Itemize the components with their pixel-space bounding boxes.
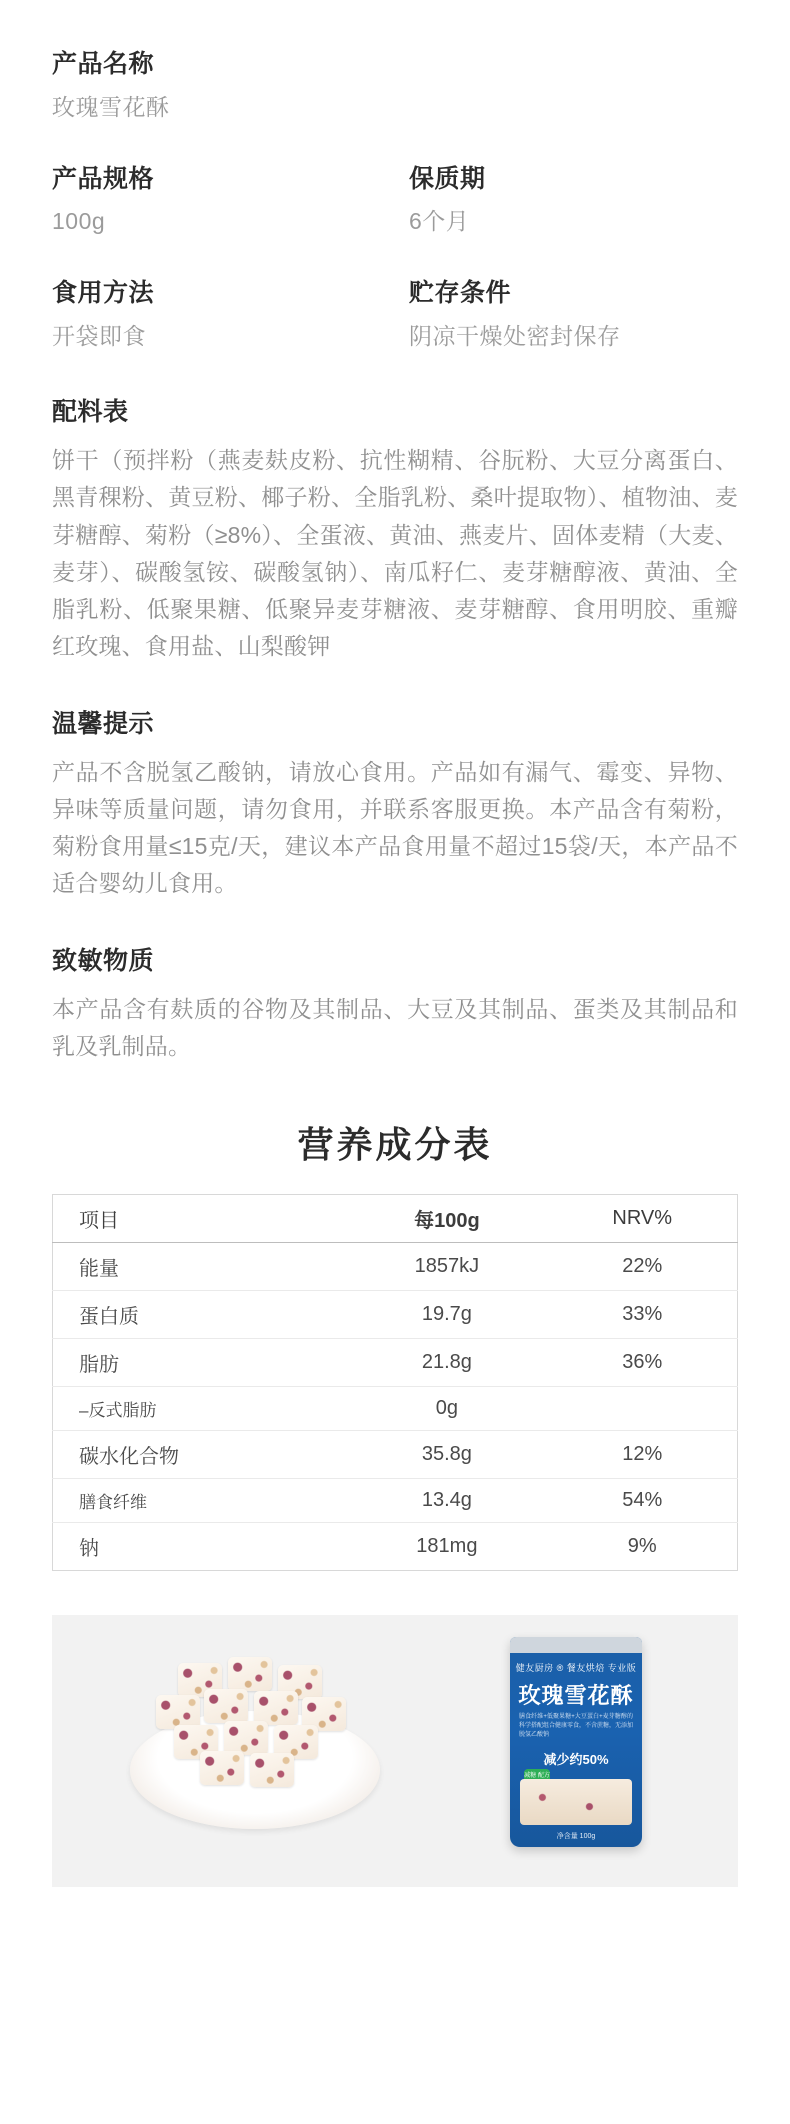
cell-per100g: 181mg (416, 1535, 478, 1558)
cell-nrv: 22% (547, 1243, 737, 1291)
section-body-ingredients: 饼干（预拌粉（燕麦麸皮粉、抗性糊精、谷朊粉、大豆分离蛋白、黑青稞粉、黄豆粉、椰子粉、全脂乳粉、桑叶提取物）、植物油、麦芽糖醇、菊粉（≥8%）、全蛋液、黄油、燕麦片、固体麦精（大麦、麦芽）、碳酸氢铵、碳酸氢钠）、南瓜籽仁、麦芽糖醇液、黄油、全脂乳粉、低聚果糖、低聚异麦芽糖液、麦芽糖醇、食用明胶、重瓣红玫瑰、食用盐、山梨酸钾 (52, 447, 738, 660)
cell-item: 脂肪 (53, 1339, 347, 1387)
cell-nrv: 12% (547, 1431, 737, 1479)
bag-claim-text: 减少约50% (543, 1752, 609, 1768)
table-row (53, 1523, 738, 1571)
table-row (53, 1431, 738, 1479)
field-row-spec-shelflife (52, 163, 738, 238)
nutrition-table-head (53, 1195, 738, 1243)
table-row (53, 1339, 738, 1387)
table-row (53, 1243, 738, 1291)
field-value-spec: 100g (52, 208, 106, 235)
field-label-usage: 食用方法 (52, 279, 155, 308)
field-shelf-life (395, 163, 738, 238)
section-title-ingredients: 配料表 (52, 398, 129, 427)
section-body-notice: 产品不含脱氢乙酸钠，请放心食用。产品如有漏气、霉变、异物、异味等质量问题，请勿食用，并联系客服更换。本产品含有菊粉，菊粉食用量≤15克/天，建议本产品食用量不超过15袋/天，本产品不适合婴幼儿食用。 (52, 758, 738, 897)
nougat-cubes-illustration (144, 1653, 366, 1783)
section-allergens (52, 941, 738, 1066)
section-title-allergens: 致敏物质 (52, 946, 155, 975)
section-ingredients (52, 392, 738, 666)
table-row (53, 1479, 738, 1523)
bag-window-illustration (520, 1779, 632, 1825)
field-value-product-name: 玫瑰雪花酥 (52, 93, 170, 120)
field-usage (52, 277, 395, 352)
cell-nrv: 9% (627, 1535, 657, 1558)
cell-per100g: 21.8g (346, 1339, 547, 1387)
bag-seal (510, 1637, 642, 1653)
cell-item: 钠 (79, 1538, 99, 1561)
cell-item: 碳水化合物 (53, 1431, 347, 1479)
cell-per100g: 13.4g (346, 1479, 547, 1523)
product-bag-illustration (510, 1637, 642, 1847)
nutrition-table-body (53, 1243, 738, 1571)
bag-brand-text: 健友厨房 ® 餐友烘焙 专业版 (515, 1663, 637, 1674)
cell-item: 能量 (53, 1243, 347, 1291)
bag-title-text: 玫瑰雪花酥 (518, 1683, 634, 1709)
table-header-row (53, 1195, 738, 1243)
nutrition-section (52, 1117, 738, 1571)
cell-per100g: 19.7g (346, 1291, 547, 1339)
cell-item: 膳食纤维 (53, 1479, 347, 1523)
cell-per100g: 0g (346, 1387, 547, 1431)
field-label-storage: 贮存条件 (409, 279, 512, 308)
bag-net-weight-text: 净含量 100g (556, 1833, 596, 1841)
nutrition-heading: 营养成分表 (297, 1124, 493, 1166)
section-notice (52, 704, 738, 903)
cell-nrv: 36% (547, 1339, 737, 1387)
table-row (53, 1291, 738, 1339)
product-photo-panel (52, 1615, 738, 1887)
cell-per100g: 35.8g (346, 1431, 547, 1479)
cell-item: 蛋白质 (53, 1291, 347, 1339)
field-value-storage: 阴凉干燥处密封保存 (409, 322, 621, 349)
cell-nrv: 33% (547, 1291, 737, 1339)
column-header-item: 项目 (53, 1195, 347, 1243)
column-header-per100g: 每100g (346, 1195, 547, 1243)
section-title-notice: 温馨提示 (52, 709, 155, 738)
field-label-shelf-life: 保质期 (409, 164, 486, 193)
reduced-sugar-badge-icon: 减糖 配方 (524, 1769, 550, 1797)
table-row (53, 1387, 738, 1431)
column-header-nrv: NRV% (547, 1195, 737, 1243)
cell-per100g: 1857kJ (346, 1243, 547, 1291)
cell-item: –反式脂肪 (53, 1387, 347, 1431)
nutrition-table (52, 1194, 738, 1571)
field-value-usage: 开袋即食 (52, 322, 146, 349)
field-value-shelf-life: 6个月 (409, 208, 470, 235)
field-storage (395, 277, 738, 352)
cell-nrv (547, 1387, 737, 1431)
bag-description-text: 膳食纤维+低聚果糖+大豆蛋白+麦芽糖醇的科学搭配组合健康零食，不含蔗糖，无添加脱氢乙酸钠 (519, 1714, 634, 1739)
field-spec (52, 163, 395, 238)
section-body-allergens: 本产品含有麸质的谷物及其制品、大豆及其制品、蛋类及其制品和乳及乳制品。 (52, 995, 738, 1059)
cell-nrv: 54% (547, 1479, 737, 1523)
field-label-spec: 产品规格 (52, 164, 155, 193)
field-label-product-name: 产品名称 (52, 50, 155, 78)
field-row-usage-storage (52, 277, 738, 352)
field-product-name (52, 48, 738, 123)
